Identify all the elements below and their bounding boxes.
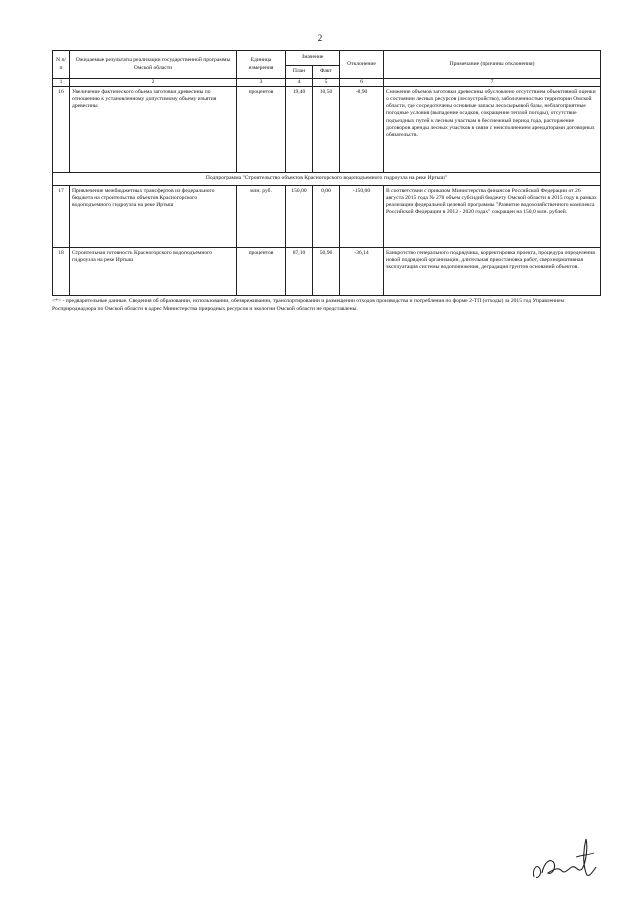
row-unit: процентов — [237, 248, 286, 296]
row-number: 16 — [53, 87, 70, 173]
row-note: Банкротство генерального подрядчика, корректировка проекта, процедура определения новой подрядной организации, длительная приостановка работ, сверхнормативная эксплуатация системы водопонижения, деградация грунтов оснований объектов. — [384, 248, 601, 296]
row-plan: 87,10 — [286, 248, 313, 296]
table-row — [53, 186, 601, 248]
column-numbers-row — [53, 79, 601, 87]
column-number: 7 — [384, 79, 601, 87]
row-deviation: -8,90 — [340, 87, 384, 173]
subprogram-row — [53, 173, 601, 186]
column-number: 6 — [340, 79, 384, 87]
header-unit: Единица измерения — [237, 51, 286, 79]
column-number: 1 — [53, 79, 70, 87]
row-unit: процентов — [237, 87, 286, 173]
row-fact: 50,96 — [313, 248, 340, 296]
header-fact: Факт — [313, 66, 340, 79]
row-plan: 19,40 — [286, 87, 313, 173]
row-plan: 150,00 — [286, 186, 313, 248]
signature-image — [528, 833, 600, 883]
table-row — [53, 87, 601, 173]
row-deviation: -150,00 — [340, 186, 384, 248]
row-deviation: -36,14 — [340, 248, 384, 296]
header-results: Ожидаемые результаты реализации государственной программы Омской области — [70, 51, 237, 79]
row-note: В соответствии с приказом Министерства финансов Российской Федерации от 26 августа 2015 года № 278 объем субсидий бюджету Омской области в 2015 году в рамках реализации федеральной целевой программы "Развитие водохозяйственного комплекса Российской Федерации в 2012 - 2020 годах" сокращен на 150,0 млн. рублей. — [384, 186, 601, 248]
column-number: 2 — [70, 79, 237, 87]
row-number: 18 — [53, 248, 70, 296]
column-number: 4 — [286, 79, 313, 87]
row-unit: млн. руб. — [237, 186, 286, 248]
row-number: 17 — [53, 186, 70, 248]
header-deviation: Отклонение — [340, 51, 384, 79]
header-value: Значение — [286, 51, 340, 66]
column-number: 5 — [313, 79, 340, 87]
header-note: Примечание (причины отклонения) — [384, 51, 601, 79]
table-row — [53, 248, 601, 296]
table-header-row — [53, 51, 601, 66]
results-table — [52, 50, 601, 296]
row-fact: 10,50 — [313, 87, 340, 173]
header-plan: План — [286, 66, 313, 79]
footnote: <*> - предварительные данные. Сведения об образовании, использовании, обезвреживании, транспортировании и размещении отходов производства и потребления по форме 2-ТП (отходы) за 2015 год Управлением Росприроднадзора по Омской области в адрес Министерства природных ресурсов и экологии Омской области не представлены. — [52, 298, 565, 313]
row-result: Строительная готовность Красногорского водоподъемного гидроузла на реке Иртыш — [70, 248, 237, 296]
subprogram-title: Подпрограмма "Строительство объектов Красногорского водоподъемного гидроузла на реке Иртыш" — [53, 173, 601, 186]
row-result: Увеличение фактического объема заготовки древесины по отношению к установленному допустимому объему изъятия древесины — [70, 87, 237, 173]
row-note: Снижение объемов заготовки древесины обусловлено отсутствием объективной оценки о состоянии лесных ресурсов (лесоустройство), заболоченностью территории Омской области, где сосредоточены основные запасы лесосырьевой базы, неблагоприятные погодные условия (выпадение осадков, сокращение теплой погоды), отсутствие подъездных путей к лесным участкам в бесснежный период года, расторжение договоров аренды лесных участков в связи с неисполнением арендаторами договорных обязательств. — [384, 87, 601, 173]
column-number: 3 — [237, 79, 286, 87]
header-num: N п/п — [53, 51, 70, 79]
row-result: Привлечение межбюджетных трансфертов из федерального бюджета на строительство объектов Красногорского водоподъемного гидроузла на реке Иртыш — [70, 186, 237, 248]
row-fact: 0,00 — [313, 186, 340, 248]
page-number: 2 — [317, 33, 323, 43]
